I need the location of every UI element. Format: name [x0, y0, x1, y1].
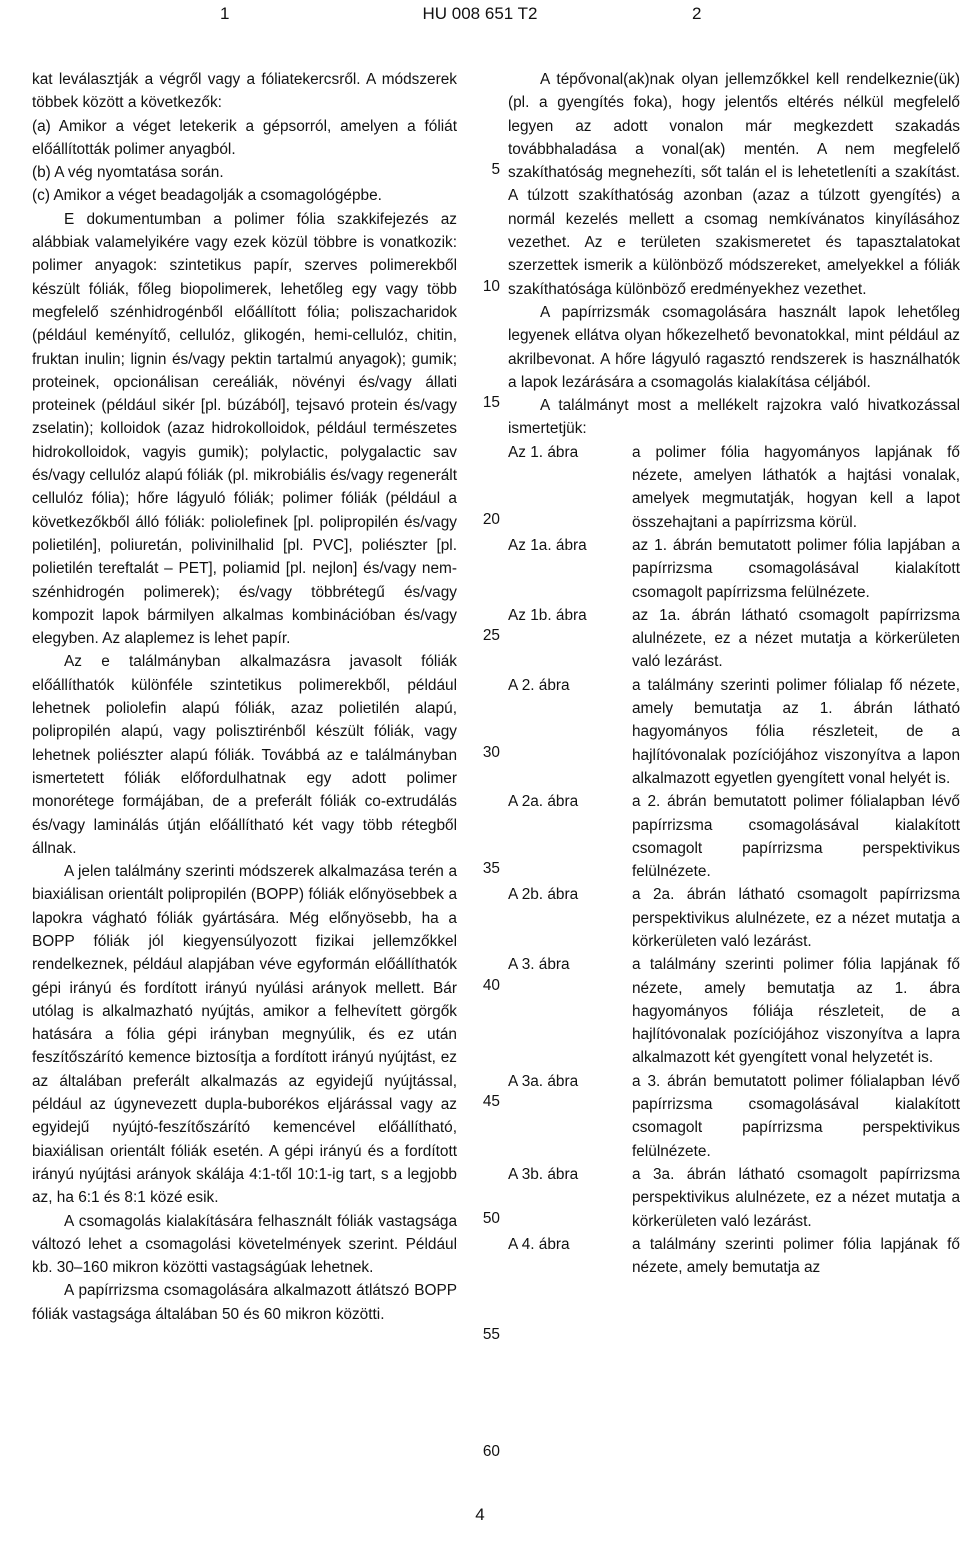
page-footer-number: 4 [475, 1505, 485, 1524]
paragraph: A papírrizsmák csomagolására használt lapok lehetőleg legyenek ellátva olyan hőkezelhető bevonatokkal, mint például az akrilbevonat. A hőre lágyuló ragasztó rendszerek is használhatók a lapok lezárására a csomagolás kialakítása céljából. [508, 303, 960, 391]
line-number: 55 [482, 1326, 500, 1344]
figure-text: a találmány szerinti polimer fólia lapjának fő nézete, amely bemutatja az [632, 1235, 960, 1277]
paragraph: E dokumentumban a polimer fólia szakkifejezés az alábbiak valamelyikére vagy ezek közül többre is vonatkozik: polimer anyagok: szintetikus papír, szerves polimerekből készült fóliák, főleg biopolimerek, lehetőleg egy vagy több megfelelő szénhidrogénből előállított fólia; poliszacharidok (például keményítő, cellulóz, glikogén, hemi-cellulóz, chitin, fruktan inulin; lignin és/vagy pektin tartalmú anyagok); gumik; proteinek, opcionálisan cereáliák, növényi és/vagy állati proteinek (például sikér [pl. búzából], tejsavó protein és/vagy zselatin); kolloidok (azaz hidrokolloidok, például természetes hidrokolloidok, vagyis gumik); polylactic, polygalactic sav és/vagy cellulóz alapú fóliák (pl. mikrobiális és/vagy regenerált cellulóz fólia); hőre lágyuló fóliák; polimer fóliák (például a következőkből álló fóliák: poliolefinek [pl. polipropilén és/vagy polietilén], poliuretán, polivinilhalid [pl. PVC], poliészter [pl. polietilén tereftalát – PET], poliamid [pl. nejlon] és/vagy nem-szénhidrogén polimerek); és/vagy többrétegű és/vagy kompozit lapok bármilyen alkalmas kombinációban és/vagy elegyben. Az alaplemez is lehet papír. [32, 210, 457, 648]
line-number: 30 [482, 743, 500, 761]
line-number: 10 [482, 277, 500, 295]
figure-label: Az 1b. ábra [508, 606, 587, 624]
figure-text: a 3a. ábrán látható csomagolt papírrizsma perspektivikus alulnézete, ez a nézet mutatja a körkerületen való lezárást. [632, 1165, 960, 1230]
paragraph: Az e találmányban alkalmazásra javasolt fóliák előállíthatók különféle szintetikus polimerekből, például lehetnek poliolefin alapú fóliák, azaz polietilén alapú, polipropilén alapú, vagy polisztirénből készült fóliák, vagy lehetnek poliészter alapú fóliák. Továbbá az e találmányban ismertetett fóliák előfordulhatnak egy adott polimer monorétege formájában, de a preferált fóliák co-extrudálás és/vagy laminálás útján előállítható két vagy több rétegből állnak. [32, 653, 457, 857]
line-number: 15 [482, 394, 500, 412]
line-number: 35 [482, 860, 500, 878]
figure-description [508, 790, 960, 883]
line-number: 40 [482, 976, 500, 994]
figure-text: a 3. ábrán bemutatott polimer fólialapban lévő papírrizsma csomagolásával kialakított csomagolt papírrizsma perspektivikus felülnézete. [632, 1072, 960, 1160]
paragraph: A tépővonal(ak)nak olyan jellemzőkkel kell rendelkeznie(ük) (pl. a gyengítés foka), hogy jelentős eltérés nélkül megfelelő legyen az adott vonalon már megkezdett szakadás továbbhaladása a vonal(ak) mentén. A nem megfelelő szakíthatóság megnehezíti, sőt talán el is lehetetleníti a szakítást. A túlzott szakíthatóság azonban (azaz a túlzott gyengítés) a normál kezelés mellett a csomag nemkívánatos kinyílásához vezethet. Az e területen szakismeretet és tapasztalatokat szerzettek ismerik a különböző módszereket, amelyekkel a fóliák szakíthatósága különböző eredményekhez vezethet. [508, 71, 960, 298]
page-number-right: 2 [692, 4, 702, 23]
figure-label: A 4. ábra [508, 1235, 570, 1253]
figure-description [508, 604, 960, 674]
paragraph: (a) Amikor a véget letekerik a gépsorról, amelyen a fóliát előállították polimer anyagból. [32, 117, 457, 158]
line-number: 45 [482, 1093, 500, 1111]
paragraph: A jelen találmány szerinti módszerek alkalmazása terén a biaxiálisan orientált polipropilén (BOPP) fóliák előnyösebbek a lapokra vágható fóliák gyártására. Még előnyösebb, ha a BOPP fóliák jól kiegyensúlyozott fizikai jellemzőkkel rendelkeznek, például alapjában véve egyformán előállíthatók gépi irányú és fordított irányú nyúlási arányok mellett. Bár utólag is alkalmazható nyújtás, amikor a felhevített görgők hatására a fólia gépi irányban megnyúlik, és ez után feszítőszárító kemence biztosítja a fordított irányú nyújtást, ez az általában preferált alkalmazás az egyidejű nyújtással, például az úgynevezett dupla-buborékos eljárással vagy az egyidejű nyújtó-feszítőszárító kemencével előállítható, biaxiálisan orientált fóliák esetén. A gépi irányú és a fordított irányú nyújtási arányok skálája 4:1-től 10:1-ig tart, s a legjobb az, ha 6:1 és 8:1 közé esik. [32, 863, 457, 1207]
page-number-left: 1 [220, 4, 230, 23]
line-number: 60 [482, 1442, 500, 1460]
figure-description [508, 1163, 960, 1233]
figure-description [508, 883, 960, 953]
left-column [32, 68, 457, 1326]
paragraph: kat leválasztják a végről vagy a fóliatekercsről. A módszerek többek között a következők: [32, 71, 457, 112]
figure-text: a 2. ábrán bemutatott polimer fólialapban lévő papírrizsma csomagolásával kialakított csomagolt papírrizsma perspektivikus felülnézete. [632, 793, 960, 881]
figure-text: a találmány szerinti polimer fólia lapjának fő nézete, amely bemutatja az 1. ábra hagyományos fóliája részleteit, de a hajlítóvonalak pozíciójához viszonyítva a lapra alkalmazott két gyengített vonal helyzetét is. [632, 956, 960, 1067]
figure-label: Az 1a. ábra [508, 536, 587, 554]
paragraph: A papírrizsma csomagolására alkalmazott átlátszó BOPP fóliák vastagsága általában 50 és 60 mikron közötti. [32, 1282, 457, 1323]
paragraph: A csomagolás kialakítására felhasznált fóliák vastagsága változó lehet a csomagolási követelmények szerint. Például kb. 30–160 mikron közötti vastagságúak lehetnek. [32, 1212, 457, 1277]
figure-description [508, 1233, 960, 1280]
figure-description [508, 534, 960, 604]
line-number: 5 [491, 161, 500, 179]
paragraph: (b) A vég nyomtatása során. [32, 164, 224, 182]
figure-label: A 3. ábra [508, 956, 570, 974]
page-header [0, 4, 960, 28]
right-column [508, 68, 960, 1279]
figure-label: A 2a. ábra [508, 793, 579, 811]
line-number: 50 [482, 1209, 500, 1227]
figure-label: A 3a. ábra [508, 1072, 579, 1090]
figure-label: A 3b. ábra [508, 1165, 579, 1183]
figure-label: A 2. ábra [508, 676, 570, 694]
figure-text: a találmány szerinti polimer fólialap fő nézete, amely bemutatja az 1. ábrán látható hagyományos fólia részleteit, de a hajlítóvonalak pozíciójához viszonyítva a lapon alkalmazott egyetlen gyengített vonal helyét is. [632, 676, 960, 787]
figure-text: az 1. ábrán bemutatott polimer fólia lapjában a papírrizsma csomagolásával kialakított csomagolt papírrizsma felülnézete. [632, 536, 960, 601]
figure-label: A 2b. ábra [508, 886, 579, 904]
paragraph: A találmányt most a mellékelt rajzokra való hivatkozással ismertetjük: [508, 397, 960, 438]
figure-text: a polimer fólia hagyományos lapjának fő nézete, amelyen láthatók a hajtási vonalak, amelyek megmutatják, hogyan kell a lapot összehajtani a papírrizsma körül. [632, 443, 960, 531]
paragraph: (c) Amikor a véget beadagolják a csomagológépbe. [32, 187, 382, 205]
line-number: 20 [482, 510, 500, 528]
line-number: 25 [482, 627, 500, 645]
figure-description [508, 674, 960, 790]
figure-label: Az 1. ábra [508, 443, 579, 461]
figure-description [508, 1070, 960, 1163]
figure-description [508, 953, 960, 1069]
figure-text: a 2a. ábrán látható csomagolt papírrizsma perspektivikus alulnézete, ez a nézet mutatja a körkerületen való lezárást. [632, 886, 960, 950]
patent-number: HU 008 651 T2 [422, 4, 538, 23]
figure-text: az 1a. ábrán látható csomagolt papírrizsma alulnézete, ez a nézet mutatja a körkerületen való lezárást. [632, 606, 960, 671]
figure-description [508, 441, 960, 534]
figure-list [508, 441, 960, 1280]
